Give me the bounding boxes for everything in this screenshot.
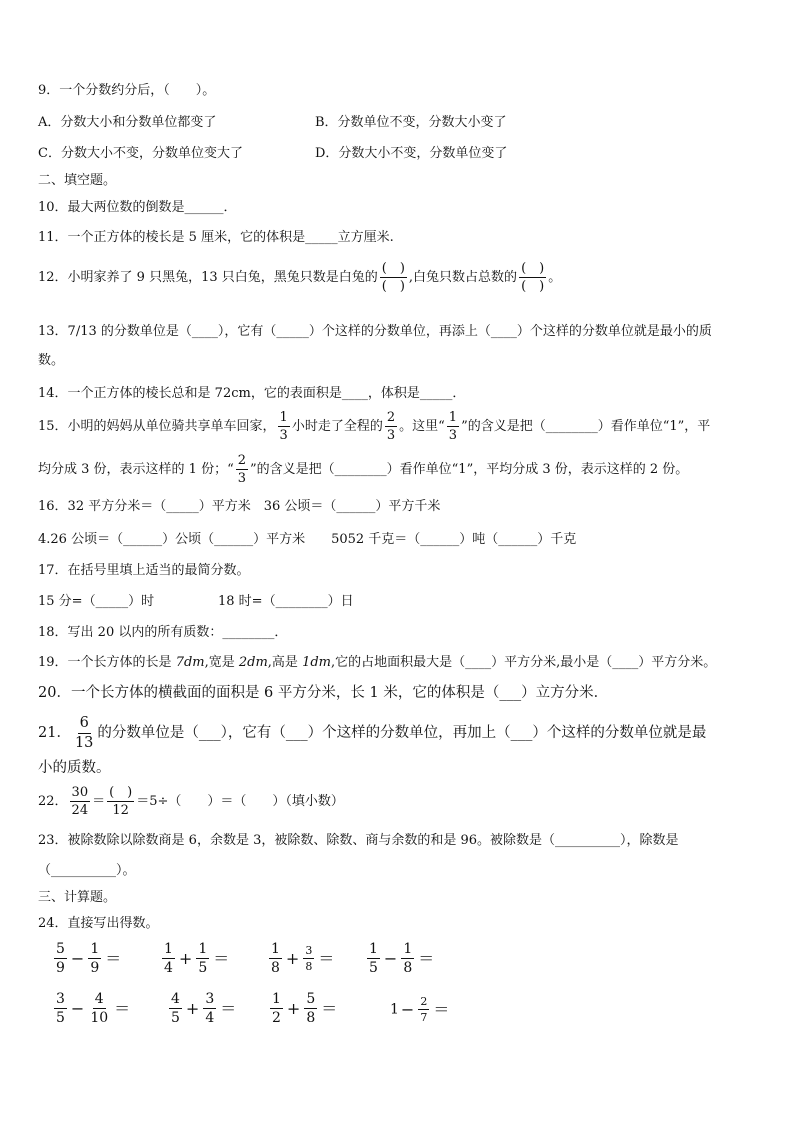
q21-prefix: 21．: [38, 725, 71, 741]
q24-expr-4-frac-2-den: 8: [403, 960, 413, 976]
q24-expr-2-operator: +: [178, 948, 193, 968]
q15-fraction-two-thirds-den: 3: [386, 428, 396, 443]
q12-fraction-blank-2-den: ( ): [521, 279, 545, 294]
q24-expr-8-frac-num: 2: [420, 995, 428, 1008]
q24-expression-8: [390, 996, 451, 1023]
q13-line-1: 13．7/13 的分数单位是（____），它有（_____）个这样的分数单位，再添上（____）个这样的分数单位就是最小的质: [38, 324, 712, 339]
q17-part-a: 15 分=（_____）时: [38, 594, 155, 609]
q19-text-d: ,它的占地面积最大是（____）平方分米,最小是（____）平方分米。: [330, 655, 717, 670]
q24-expr-5-frac-1-num: 3: [56, 991, 65, 1007]
q21-line-1: [38, 716, 706, 750]
q12-fraction-blank-2-num: ( ): [521, 261, 545, 276]
q23-line-2: （__________）。: [38, 863, 136, 878]
q19-length: 7dm: [175, 655, 205, 670]
q18: 18．写出 20 以内的所有质数：________．: [38, 625, 288, 640]
q24-expr-3-operator: +: [285, 948, 300, 968]
q24-expr-7-equals: ＝: [321, 998, 338, 1018]
q21-fraction-num: 6: [78, 716, 91, 734]
q15-text-b: 小时走了全程的: [291, 419, 383, 434]
q22-fraction-2-num: ( ): [109, 785, 133, 800]
q24-expr-7-frac-2-num: 5: [306, 991, 316, 1007]
q13-line-2: 数。: [38, 353, 65, 368]
q15-fraction-quote-two-thirds-num: 2: [237, 453, 246, 468]
q22-equals: ＝: [92, 794, 106, 809]
q24-expr-6-frac-2-num: 3: [205, 991, 215, 1007]
q24-expr-3-frac-1: [269, 942, 282, 975]
q19-text-a: 19．一个长方体的长是: [38, 655, 176, 670]
q15-text-c: 。这里“: [399, 419, 445, 434]
q24-expression-5: [52, 992, 132, 1025]
q24-expr-1-frac-2-den: 9: [90, 960, 100, 976]
q9-stem: 9．一个分数约分后，（ ）。: [38, 83, 216, 98]
q24-expr-3-frac-2: [303, 945, 314, 972]
q24-expr-8-whole: 1: [390, 1001, 399, 1018]
q15-fraction-quote-two-thirds-den: 3: [237, 471, 246, 486]
q24-expr-5-equals: ＝: [114, 998, 131, 1018]
q24-expr-8-equals: ＝: [433, 999, 450, 1019]
q24-expr-6-operator: +: [185, 998, 200, 1018]
q14: 14．一个正方体的棱长总和是 72cm，它的表面积是____，体积是_____．: [38, 386, 466, 401]
q22-rest: ＝5÷（ ）＝（ ）（填小数）: [136, 794, 344, 809]
q24-expr-8-frac-den: 7: [420, 1011, 428, 1024]
q24-expr-3-frac-1-num: 1: [271, 941, 280, 957]
q24-expr-4-frac-1: [367, 942, 380, 975]
q24-expr-8-frac: [418, 996, 429, 1023]
q24-expr-4-frac-2-num: 1: [403, 941, 413, 957]
q15-fraction-quote-two-thirds: [236, 454, 248, 485]
q24-expr-6-frac-2: [203, 992, 216, 1025]
q24-expression-6: [167, 992, 238, 1025]
q22-fraction-1-den: 24: [71, 803, 89, 818]
q24-expression-2: [160, 942, 231, 975]
q24-expr-4-frac-1-den: 5: [369, 960, 378, 976]
q22: [38, 786, 344, 817]
q24-expr-3-frac-2-den: 8: [305, 960, 313, 973]
q19-text-b: ,宽是: [204, 655, 239, 670]
q15-fraction-one-third-num: 1: [279, 410, 288, 425]
q21-line-2: 小的质数。: [38, 760, 111, 776]
q24-expr-2-frac-1-num: 1: [164, 941, 173, 957]
q15-line-1: [38, 411, 710, 442]
q24-expr-6-frac-1-num: 4: [171, 991, 180, 1007]
section-fill-in-heading: 二、填空题。: [38, 173, 117, 188]
q12-text-a: 12．小明家养了 9 只黑兔，13 只白兔，黑兔只数是白兔的: [38, 270, 378, 285]
q19-width: 2dm: [238, 655, 268, 670]
q24-expr-5-frac-2-num: 4: [94, 991, 104, 1007]
q12-text-c: 。: [548, 270, 562, 285]
q9-option-d: D．分数大小不变，分数单位变了: [315, 146, 508, 161]
q12-text-b: ,白兔只数占总数的: [408, 270, 518, 285]
q24-expr-7-frac-2: [304, 992, 317, 1025]
q24-expression-4: [365, 942, 436, 975]
q24-expr-5-frac-1-den: 5: [56, 1010, 65, 1026]
q16-line-2: 4.26 公顷＝（______）公顷（______）平方米 5052 千克＝（______）吨（______）千克: [38, 532, 577, 547]
q15-fraction-one-third: [278, 411, 290, 442]
q15-text-a: 15．小明的妈妈从单位骑共享单车回家，: [38, 419, 276, 434]
section-calculation-heading: 三、计算题。: [38, 890, 117, 905]
q15-text-f: ”的含义是把（________）看作单位“1”，平均分成 3 份，表示这样的 2 份。: [250, 462, 689, 477]
q24-expr-1-frac-2: [88, 942, 101, 975]
q10: 10．最大两位数的倒数是______．: [38, 200, 237, 215]
q24-expr-6-frac-2-den: 4: [205, 1010, 215, 1026]
q15-line-2: [38, 454, 688, 485]
q19-text-c: ,高是: [267, 655, 303, 670]
q12-fraction-blank-2: [519, 262, 546, 293]
q24-expr-5-frac-1: [54, 992, 67, 1025]
q24-expr-6-equals: ＝: [220, 998, 237, 1018]
q24-expr-6-frac-1: [169, 992, 182, 1025]
q9-option-a: A．分数大小和分数单位都变了: [38, 115, 217, 130]
q24-expr-3-equals: ＝: [318, 948, 335, 968]
q24-expression-7: [268, 992, 339, 1025]
q24-expr-4-equals: ＝: [418, 948, 435, 968]
q24-expr-8-operator: −: [400, 999, 415, 1019]
q24-expr-4-frac-1-num: 1: [369, 941, 378, 957]
q24-expr-5-frac-2-den: 10: [90, 1010, 109, 1026]
q24-expr-1-frac-1-den: 9: [56, 960, 65, 976]
q17-stem: 17．在括号里填上适当的最简分数。: [38, 563, 250, 578]
q24-expr-7-operator: +: [286, 998, 301, 1018]
q24-expr-5-frac-2: [88, 992, 110, 1025]
q9-option-c: C．分数大小不变，分数单位变大了: [38, 146, 243, 161]
q17-part-b: 18 时=（________）日: [218, 594, 354, 609]
q23-line-1: 23．被除数除以除数商是 6，余数是 3，被除数、除数、商与余数的和是 96。被除数是（__________），除数是: [38, 833, 679, 848]
q19: [38, 656, 716, 669]
q24-stem: 24．直接写出得数。: [38, 916, 159, 931]
q9-option-b: B．分数单位不变，分数大小变了: [315, 115, 507, 130]
q24-expr-7-frac-2-den: 8: [306, 1010, 316, 1026]
q24-expr-1-equals: ＝: [105, 948, 122, 968]
q16-line-1: 16．32 平方分米＝（_____）平方米 36 公顷＝（______）平方千米: [38, 499, 441, 514]
q15-fraction-two-thirds-num: 2: [386, 410, 396, 425]
q24-expr-5-operator: −: [70, 998, 85, 1018]
q12: [38, 262, 561, 293]
q24-expr-1-operator: −: [70, 948, 85, 968]
q22-fraction-2-den: 12: [112, 803, 129, 818]
q12-fraction-blank-1-den: ( ): [381, 279, 405, 294]
q15-fraction-quote-one-third-den: 3: [448, 428, 458, 443]
q15-fraction-one-third-den: 3: [279, 428, 288, 443]
q24-expr-2-frac-1: [162, 942, 175, 975]
q20: 20．一个长方体的横截面的面积是 6 平方分米，长 1 米，它的体积是（___）立方分米．: [38, 685, 609, 701]
q11: 11．一个正方体的棱长是 5 厘米，它的体积是_____立方厘米.: [38, 230, 394, 245]
q24-expr-7-frac-1-num: 1: [272, 991, 281, 1007]
q24-expression-1: [52, 942, 123, 975]
q22-fraction-1: [70, 786, 91, 817]
q15-text-e: 均分成 3 份，表示这样的 1 份；“: [38, 462, 234, 477]
q24-expr-6-frac-1-den: 5: [171, 1010, 180, 1026]
q12-fraction-blank-1-num: ( ): [381, 261, 405, 276]
q22-prefix: 22．: [38, 794, 68, 809]
q21-fraction-den: 13: [74, 734, 94, 751]
q21-fraction: [73, 716, 95, 750]
q15-text-d: ”的含义是把（________）看作单位“1”，平: [461, 419, 711, 434]
q24-expr-7-frac-1-den: 2: [272, 1010, 281, 1026]
q22-fraction-2: [107, 786, 134, 817]
q24-expr-1-frac-2-num: 1: [90, 941, 100, 957]
q24-expr-1-frac-1-num: 5: [56, 941, 65, 957]
q12-fraction-blank-1: [380, 262, 407, 293]
q24-expr-3-frac-2-num: 3: [305, 944, 313, 957]
q24-expr-2-frac-1-den: 4: [164, 960, 173, 976]
q19-height: 1dm: [302, 655, 331, 670]
q22-fraction-1-num: 30: [71, 785, 89, 800]
q24-expression-3: [267, 942, 336, 975]
q15-fraction-two-thirds: [385, 411, 397, 442]
q24-expr-3-frac-1-den: 8: [271, 960, 280, 976]
q24-expr-4-frac-2: [401, 942, 414, 975]
q24-expr-7-frac-1: [270, 992, 283, 1025]
q21-text: 的分数单位是（___），它有（___）个这样的分数单位，再加上（___）个这样的分数单位就是最: [97, 725, 707, 741]
q15-fraction-quote-one-third: [447, 411, 459, 442]
q15-fraction-quote-one-third-num: 1: [448, 410, 458, 425]
q24-expr-2-frac-2: [196, 942, 209, 975]
q24-expr-1-frac-1: [54, 942, 67, 975]
q24-expr-2-frac-2-den: 5: [198, 960, 208, 976]
q24-expr-2-equals: ＝: [213, 948, 230, 968]
q24-expr-4-operator: −: [383, 948, 398, 968]
q24-expr-2-frac-2-num: 1: [198, 941, 208, 957]
